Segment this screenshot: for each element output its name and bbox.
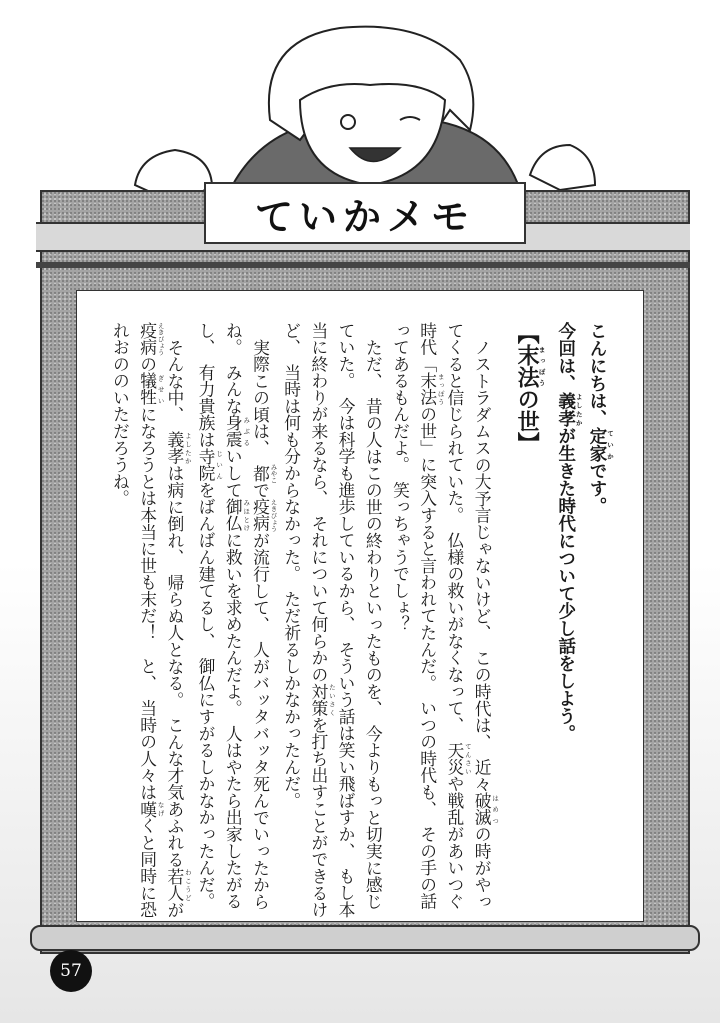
- ruby-word: [164, 431, 192, 465]
- page-number: [50, 950, 92, 992]
- text-segment: は病に倒れ、 帰らぬ人となる。 こんな才気あふれる: [164, 464, 185, 868]
- text-segment: ノストラダムスの大予言じゃないけど、 この時代は、 近々: [472, 338, 493, 793]
- text-segment: いして: [223, 447, 244, 499]
- ruby-base: 疫病: [137, 322, 158, 356]
- ruby-base: 寺院: [196, 447, 217, 482]
- title: ていかメモ: [254, 194, 475, 239]
- ruby-word: [137, 372, 165, 406]
- ruby-word: [223, 498, 251, 532]
- text-segment: の世」に突入すると言われてたんだ。 いつの時代も、 その手の話ってあるもんだよ。 笑っちゃうでしょ？: [390, 322, 438, 910]
- intro-line: [552, 322, 583, 922]
- ruby-reading: みほとけ: [242, 498, 251, 532]
- text-segment: の時がやってくると信じられていた。 仏様の救いがなくなって、: [444, 322, 493, 910]
- ruby-reading: みぶる: [242, 414, 251, 448]
- ruby-base: 天災: [444, 741, 465, 776]
- right-hand: [530, 145, 595, 190]
- ruby-base: 定家: [587, 427, 607, 462]
- scroll-bottom-roller: [30, 925, 700, 951]
- title-plate: [204, 182, 526, 244]
- ruby-reading: みやこ: [269, 463, 278, 483]
- text-segment: が生きた時代について少し話をしよう。: [555, 427, 576, 742]
- ruby-word: [223, 414, 251, 448]
- text-segment: です。: [587, 462, 607, 515]
- text-segment: に救いを求めたんだよ。 人はやたら出家したがるし、 有力貴族は: [196, 322, 244, 910]
- text-segment: 【: [514, 322, 540, 344]
- memo-text: [92, 322, 614, 922]
- ruby-word: [308, 683, 336, 717]
- text-segment: や戦乱があいつぐ時代「: [417, 322, 465, 910]
- ruby-base: 都: [250, 463, 271, 483]
- page-number-label: 57: [60, 961, 82, 981]
- ruby-word: [587, 427, 614, 462]
- text-segment: の世: [514, 388, 540, 432]
- ruby-base: 疫病: [250, 498, 271, 532]
- ruby-word: [137, 800, 165, 818]
- ruby-base: 若人: [164, 867, 185, 902]
- ruby-base: 犠牲: [137, 372, 158, 406]
- text-segment: を打ち出すことができるけど、 当時は何も分からなかった。 ただ祈るしかなかったんだ。: [281, 322, 329, 919]
- text-segment: になろうとは本当に世も末だ！ と、 当時の人々は: [137, 405, 158, 801]
- ruby-base: 義孝: [164, 431, 185, 465]
- ruby-base: 義孝: [555, 392, 576, 427]
- ruby-reading: まっぽう: [537, 344, 546, 388]
- text-segment: で: [250, 481, 271, 499]
- text-segment: が流行して、 人がバッタバッタ死んでいったからね。 みんな: [223, 322, 271, 910]
- ruby-word: [417, 372, 445, 406]
- ruby-word: [472, 792, 500, 826]
- ruby-reading: まっぽう: [436, 372, 445, 406]
- ruby-word: [137, 322, 165, 356]
- scroll-top-rod: [36, 262, 690, 268]
- ruby-reading: ぎせい: [156, 372, 165, 406]
- ruby-reading: じいん: [215, 447, 224, 482]
- section-heading: [509, 322, 546, 922]
- ruby-reading: てんさい: [463, 741, 472, 776]
- ruby-reading: なげ: [156, 800, 165, 818]
- ruby-word: [514, 344, 546, 388]
- ruby-reading: よしたか: [183, 431, 192, 465]
- text-segment: そんな中、: [164, 338, 185, 432]
- body-paragraph: [277, 322, 386, 922]
- text-segment: の: [137, 355, 158, 373]
- ruby-reading: たいさく: [327, 683, 336, 717]
- ruby-reading: よしたか: [574, 392, 583, 427]
- ruby-word: [555, 392, 583, 427]
- ruby-base: 対策: [308, 683, 329, 717]
- ruby-base: 身震: [223, 414, 244, 448]
- ruby-base: 末法: [514, 344, 540, 388]
- ruby-base: 末法: [417, 372, 438, 406]
- ruby-reading: ていか: [606, 427, 614, 462]
- body-paragraph: [106, 322, 192, 922]
- text-segment: こんにちは、: [587, 322, 607, 427]
- body-paragraph: [192, 322, 278, 922]
- ruby-word: [444, 741, 472, 776]
- text-segment: をばんばん建てるし、 御仏にすがるしかなかったんだ。: [196, 481, 217, 910]
- text-segment: ただ、 昔の人はこの世の終わりといったものを、 今よりもっと切実に感じていた。 今は科学も進歩しているから、 そういう話は笑い飛ばすか、 もし本当に終わりが来るなら、 それについて何らかの: [308, 322, 384, 919]
- ruby-word: [196, 447, 224, 482]
- ruby-reading: えきびょう: [156, 322, 165, 356]
- text-segment: くと同時に恐れおののいただろうね。: [110, 322, 158, 919]
- ruby-reading: わこうど: [183, 867, 192, 902]
- ruby-reading: はめつ: [491, 792, 500, 826]
- ruby-word: [250, 498, 278, 532]
- text-segment: 今回は、: [555, 322, 576, 392]
- intro-line: [583, 322, 614, 922]
- body-paragraph: [386, 322, 499, 922]
- text-segment: 実際この頃は、: [250, 338, 271, 465]
- ruby-word: [164, 867, 192, 902]
- ruby-reading: えきびょう: [269, 498, 278, 532]
- ruby-base: 御仏: [223, 498, 244, 532]
- text-segment: が: [164, 901, 185, 919]
- text-segment: 】: [514, 432, 540, 454]
- ruby-word: [250, 463, 278, 483]
- ruby-base: 破滅: [472, 792, 493, 826]
- ruby-base: 嘆: [137, 800, 158, 818]
